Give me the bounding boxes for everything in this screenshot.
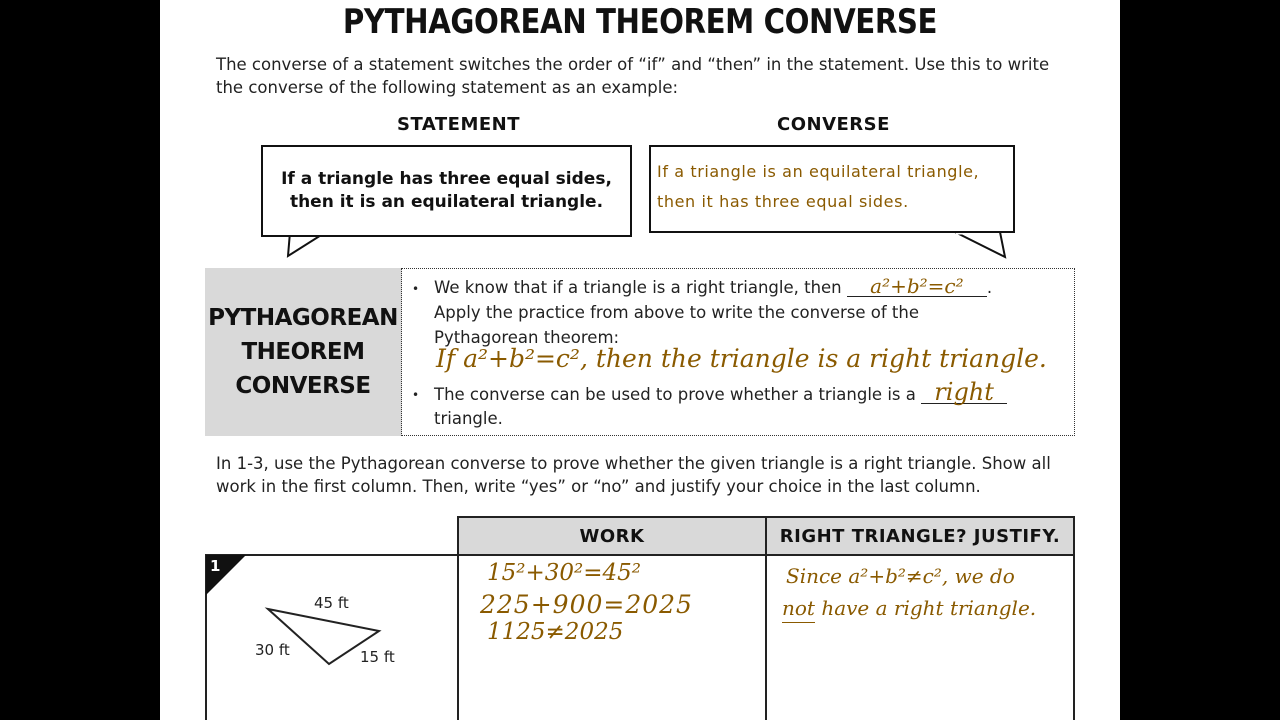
side-right-label: 15 ft [360, 648, 395, 666]
justify-line-1: Since a²+b²≠c², we do [786, 564, 1015, 588]
instructions-text: In 1-3, use the Pythagorean converse to prove whether the given triangle is a right triangle. Show all work in the first column. Then, write “yes” or “no” and justify your choice in the last column. [216, 454, 1051, 496]
label-line-1: PYTHAGOREAN [208, 305, 398, 331]
pythagorean-label [205, 268, 402, 436]
bullet-2 [434, 378, 1054, 407]
converse-line-1: If a triangle is an equilateral triangle, [657, 162, 980, 181]
statement-bubble [261, 145, 632, 237]
justify-line-2 [782, 594, 1036, 623]
converse-line-2: then it has three equal sides. [657, 192, 909, 211]
justify-not: not [782, 594, 815, 623]
justify-rest: have a right triangle. [821, 596, 1037, 620]
bullet-1-marker: • [412, 282, 420, 296]
work-line-1: 15²+30²=45² [487, 560, 642, 586]
label-line-2: THEOREM [241, 339, 365, 365]
handwritten-converse: If a²+b²=c², then the triangle is a right triangle. [436, 344, 1047, 373]
statement-line-1: If a triangle has three equal sides, [281, 169, 612, 189]
converse-heading: CONVERSE [777, 114, 890, 135]
problem-number: 1 [210, 557, 221, 575]
statement-line-2: then it is an equilateral triangle. [289, 192, 604, 212]
side-left-label: 30 ft [255, 641, 290, 659]
bullet-1-answer: a²+b²=c² [847, 276, 987, 297]
bullet-2-marker: • [412, 388, 420, 402]
bullet-2-cont: triangle. [434, 409, 503, 428]
justify-header: RIGHT TRIANGLE? JUSTIFY. [765, 516, 1075, 556]
bullet-1: We know that if a triangle is a right triangle, then a²+b²=c² . [434, 274, 993, 298]
side-top-label: 45 ft [314, 594, 349, 612]
page-title: PYTHAGOREAN THEOREM CONVERSE [342, 2, 938, 42]
worksheet-page [160, 0, 1120, 720]
bullet-2-text: The converse can be used to prove whether a triangle is a [434, 385, 916, 404]
statement-heading: STATEMENT [397, 114, 521, 135]
intro-text: The converse of a statement switches the order of “if” and “then” in the statement. Use this to write the converse of the following statement as an example: [216, 55, 1050, 97]
converse-bubble [649, 145, 1015, 233]
bullet-1-cont-2: Pythagorean theorem: [434, 328, 620, 347]
work-header: WORK [457, 516, 767, 556]
work-line-3: 1125≠2025 [487, 619, 624, 645]
bullet-2-answer: right [921, 381, 1007, 404]
label-line-3: CONVERSE [235, 373, 371, 399]
bullet-1-cont-1: Apply the practice from above to write the converse of the [434, 303, 920, 322]
bullet-1-text: We know that if a triangle is a right triangle, then [434, 278, 842, 297]
work-line-2: 225+900=2025 [480, 590, 693, 619]
